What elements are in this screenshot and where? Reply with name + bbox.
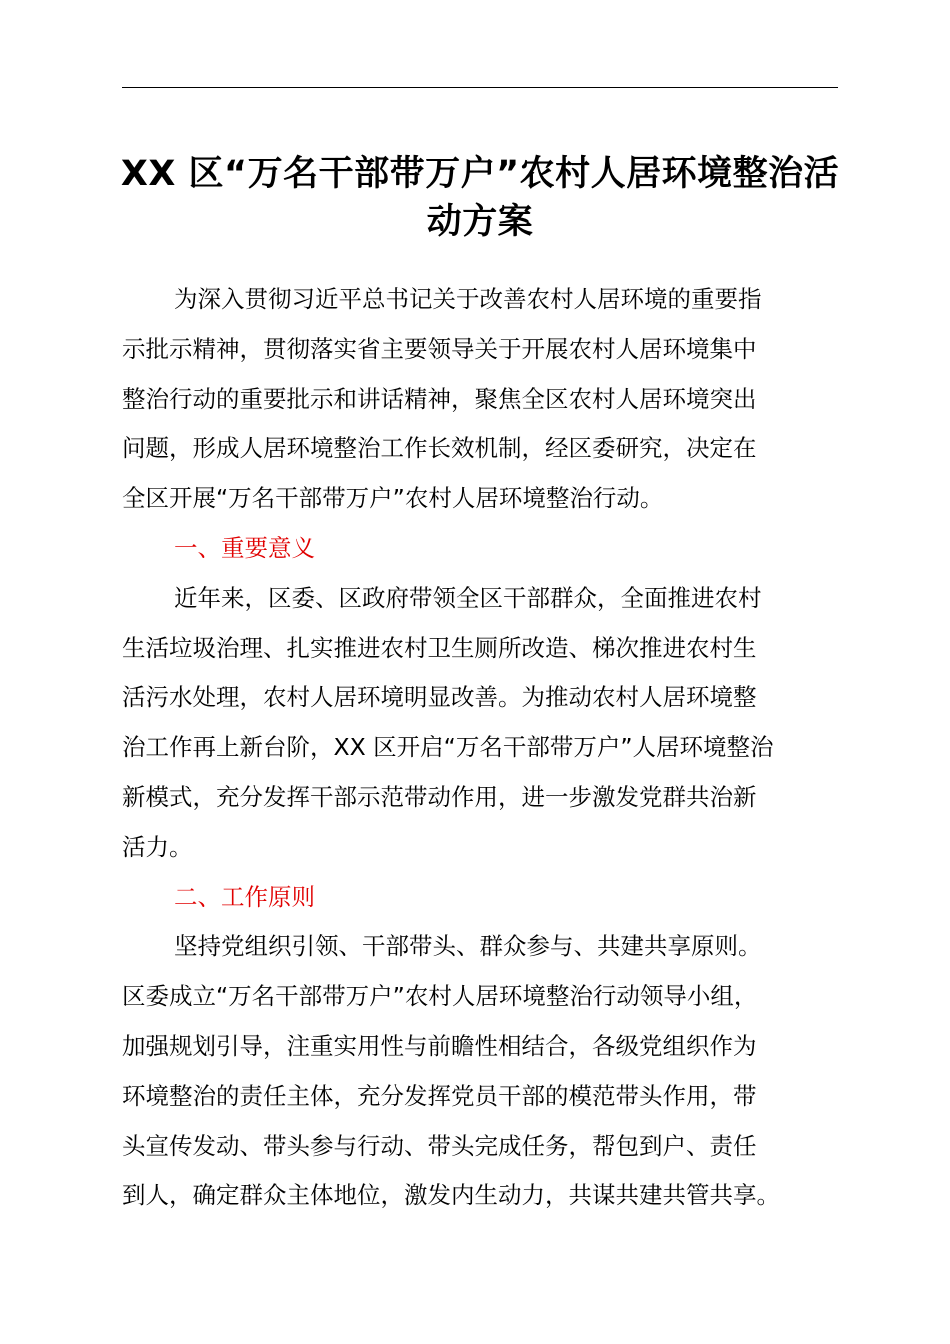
section-paragraph — [122, 574, 840, 873]
section-heading: 二、工作原则 — [174, 882, 315, 911]
paragraph-line: 头宣传发动、带头参与行动、带头完成任务，帮包到户、责任 — [122, 1131, 757, 1160]
paragraph-line: 区委成立“万名干部带万户”农村人居环境整治行动领导小组， — [122, 982, 758, 1011]
paragraph-line: 活力。 — [122, 832, 193, 861]
paragraph-line: 整治行动的重要批示和讲话精神，聚焦全区农村人居环境突出 — [122, 384, 757, 413]
paragraph-line: 全区开展“万名干部带万户”农村人居环境整治行动。 — [122, 484, 664, 513]
title-line: 动方案 — [426, 202, 534, 242]
intro-paragraph — [122, 275, 840, 524]
paragraph-line: 新模式，充分发挥干部示范带动作用，进一步激发党群共治新 — [122, 782, 757, 811]
document-title — [110, 150, 850, 246]
paragraph-line: 示批示精神，贯彻落实省主要领导关于开展农村人居环境集中 — [122, 334, 757, 363]
paragraph-line: 到人，确定群众主体地位，激发内生动力，共谋共建共管共享。 — [122, 1181, 780, 1210]
document-body — [122, 275, 840, 1221]
paragraph-line: 加强规划引导，注重实用性与前瞻性相结合，各级党组织作为 — [122, 1031, 757, 1060]
paragraph-line: 坚持党组织引领、干部带头、群众参与、共建共享原则。 — [174, 932, 762, 961]
header-rule — [122, 87, 838, 88]
paragraph-line: 问题，形成人居环境整治工作长效机制，经区委研究，决定在 — [122, 434, 757, 463]
paragraph-line: 环境整治的责任主体，充分发挥党员干部的模范带头作用，带 — [122, 1081, 757, 1110]
paragraph-line: 为深入贯彻习近平总书记关于改善农村人居环境的重要指 — [174, 285, 762, 313]
section-heading: 一、重要意义 — [174, 533, 315, 562]
paragraph-line: 治工作再上新台阶，XX 区开启“万名干部带万户”人居环境整治 — [122, 733, 774, 762]
section-paragraph — [122, 922, 840, 1221]
paragraph-line: 近年来，区委、区政府带领全区干部群众，全面推进农村 — [174, 583, 762, 612]
paragraph-line: 活污水处理，农村人居环境明显改善。为推动农村人居环境整 — [122, 683, 757, 712]
paragraph-line: 生活垃圾治理、扎实推进农村卫生厕所改造、梯次推进农村生 — [122, 633, 757, 662]
title-line: XX 区“万名干部带万户”农村人居环境整治活 — [120, 154, 840, 194]
